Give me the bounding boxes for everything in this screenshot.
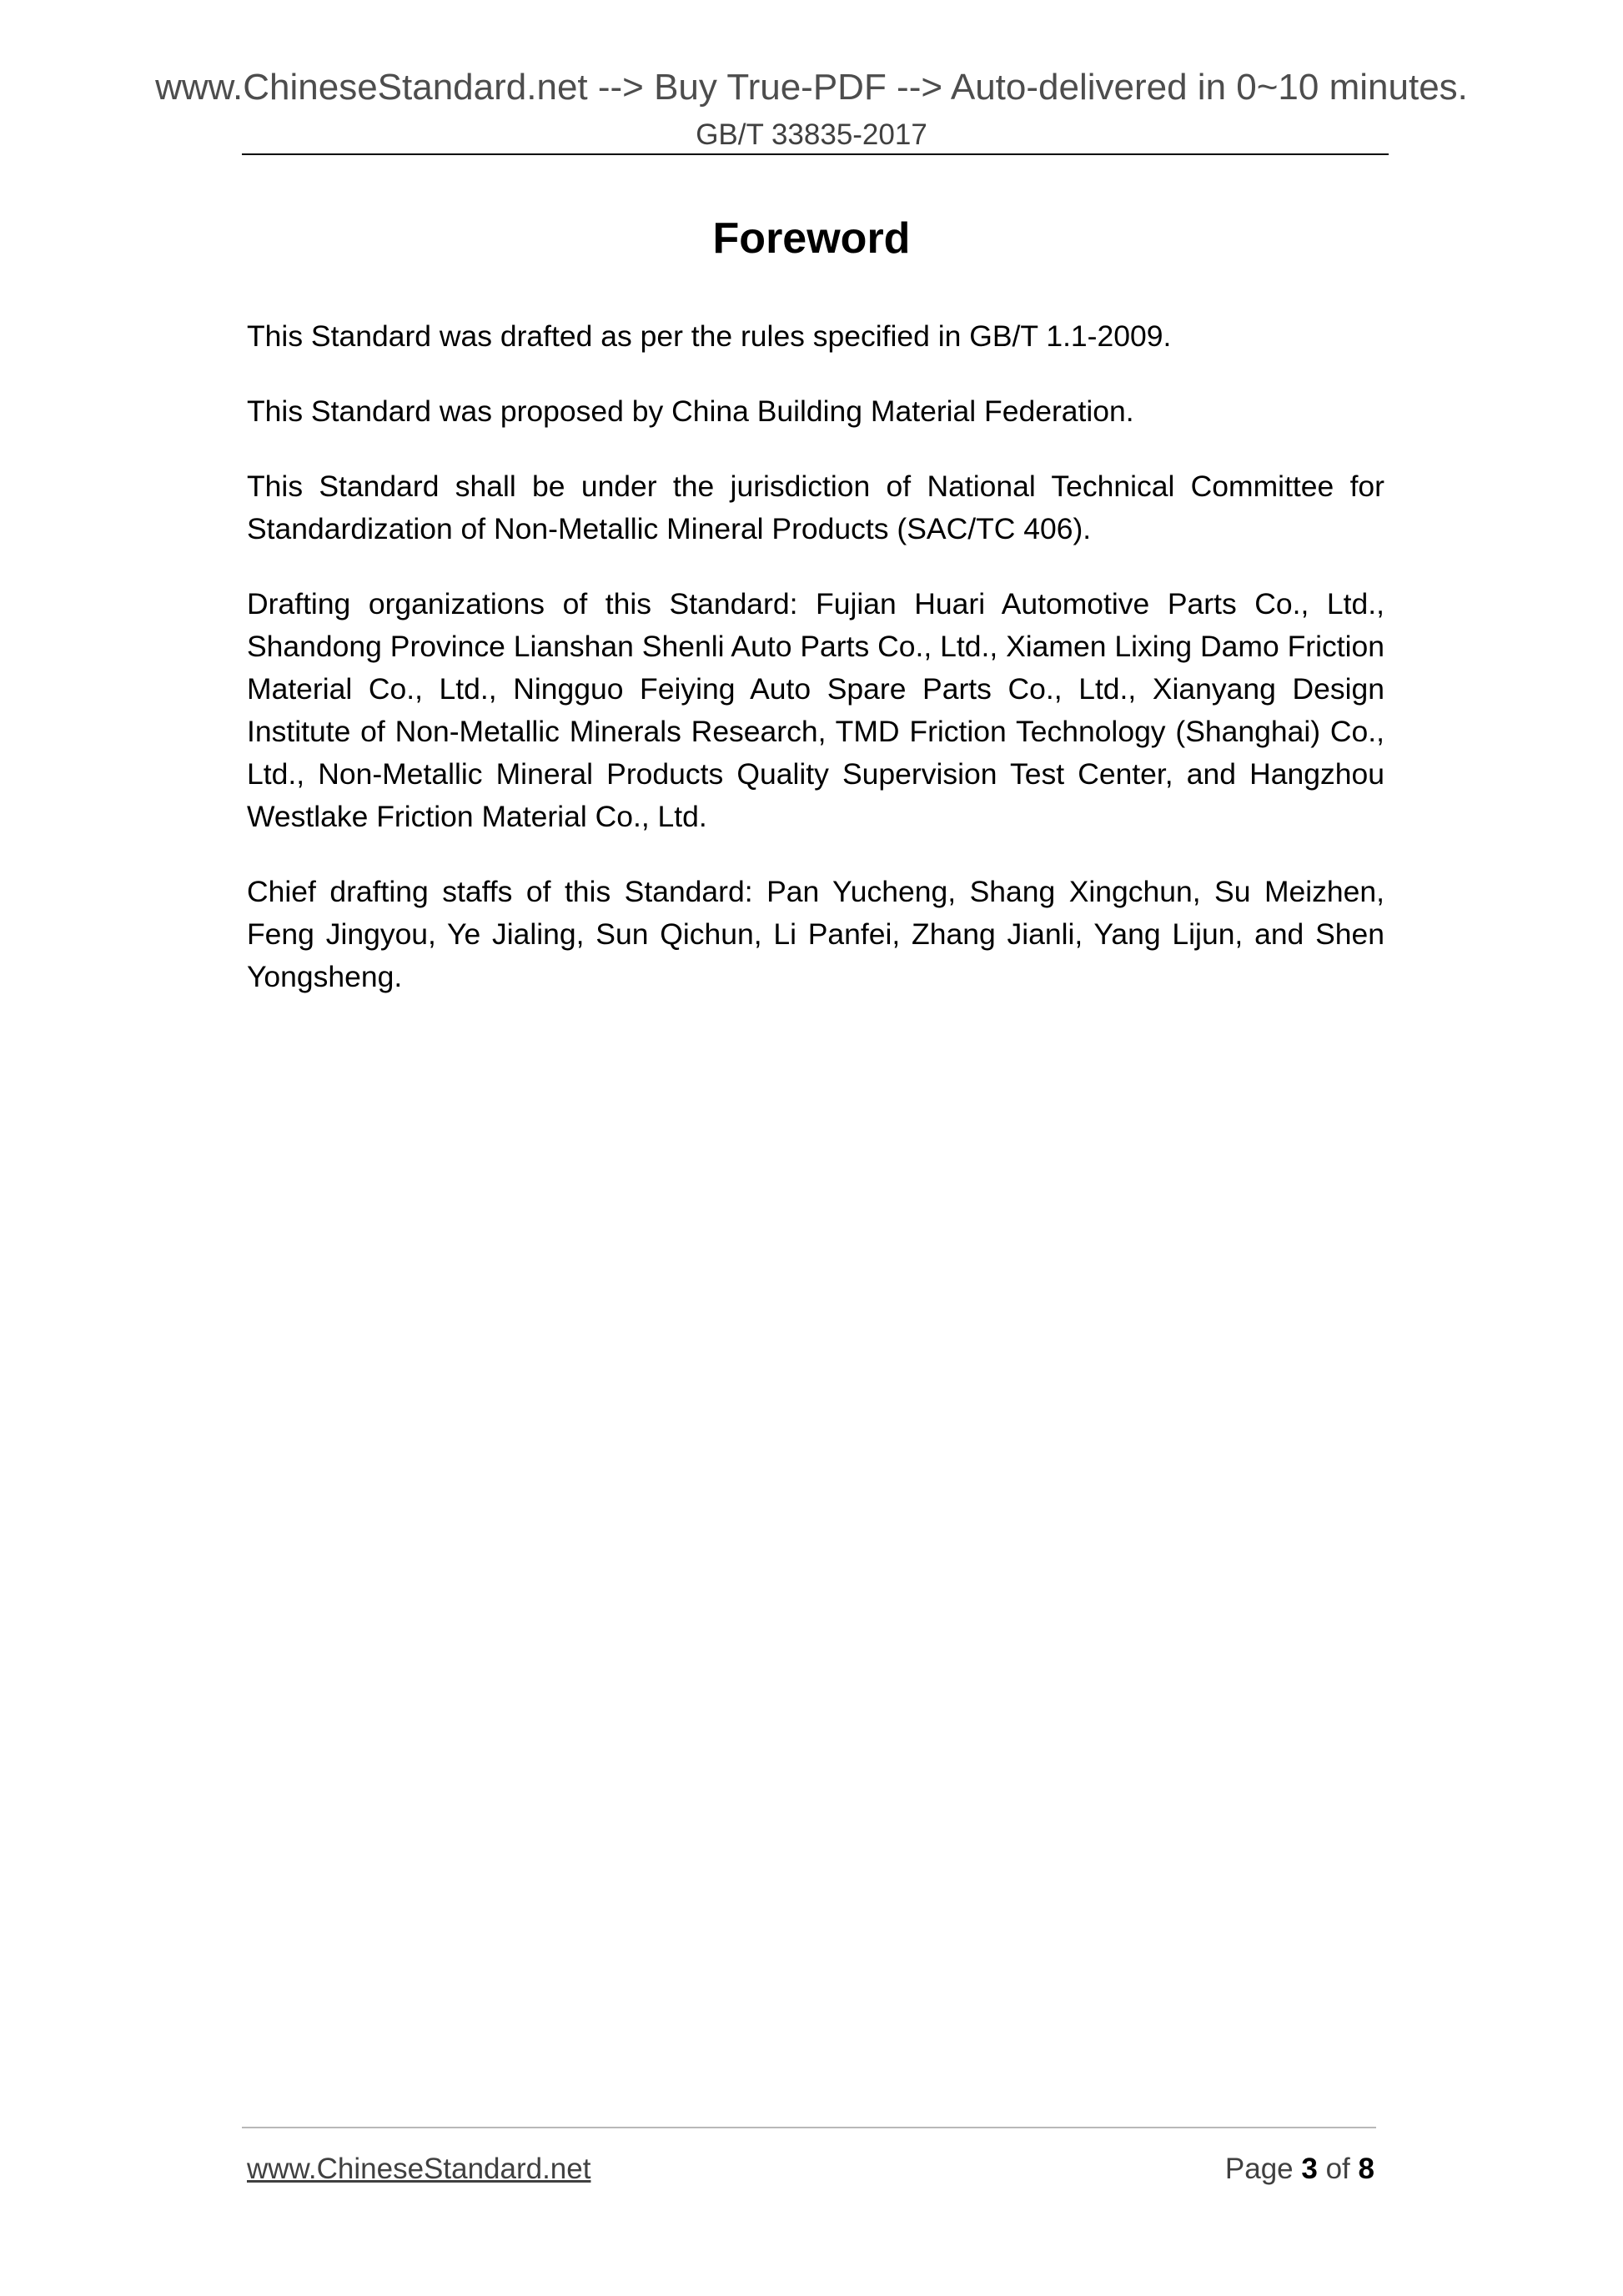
page-number [1225,2152,1374,2187]
footer-divider [242,2127,1376,2128]
paragraph-drafting-rules: This Standard was drafted as per the rules specified in GB/T 1.1-2009. [247,319,1172,353]
page-current: 3 [1301,2153,1318,2185]
header-banner: www.ChineseStandard.net --> Buy True-PDF --> Auto-delivered in 0~10 minutes. [155,67,1468,108]
page-title: Foreword [712,214,911,263]
document-code: GB/T 33835-2017 [696,118,927,151]
paragraph-drafting-organizations: Drafting organizations of this Standard: Fujian Huari Automotive Parts Co., Ltd., Shandong Province Lianshan Shenli Auto Parts Co., Ltd., Xiamen Lixing Damo Friction Material Co., Ltd., Ningguo Feiying Auto Spare Parts Co., Ltd., Xianyang Design Institute of Non-Metallic Minerals Research, TMD Friction Technology (Shanghai) Co., Ltd., Non-Metallic Mineral Products Quality Supervision Test Center, and Hangzhou Westlake Friction Material Co., Ltd. [247,587,1384,833]
page-label: Page [1224,2153,1294,2185]
paragraph-drafting-staff: Chief drafting staffs of this Standard: Pan Yucheng, Shang Xingchun, Su Meizhen, Feng Jingyou, Ye Jialing, Sun Qichun, Li Panfei, Zhang Jianli, Yang Lijun, and Shen Yongsheng. [247,875,1384,993]
header-divider [242,153,1389,155]
document-body [247,315,1384,1031]
paragraph-jurisdiction: This Standard shall be under the jurisdiction of National Technical Committee for Standardization of Non-Metallic Mineral Products (SAC/TC 406). [247,470,1384,545]
paragraph-proposer: This Standard was proposed by China Building Material Federation. [247,394,1134,428]
footer-website-link[interactable]: www.ChineseStandard.net [247,2153,591,2185]
page-total: 8 [1358,2153,1374,2185]
page-of-label: of [1325,2153,1350,2185]
